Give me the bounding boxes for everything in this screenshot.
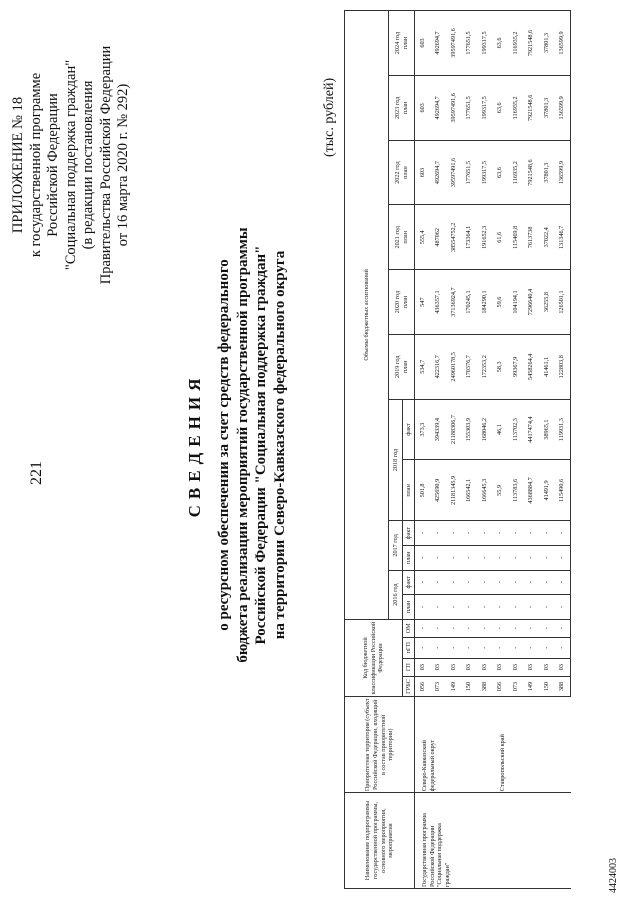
plan-label: план xyxy=(401,231,409,244)
program-name-line: "Социальная поддержка xyxy=(436,823,444,887)
cell-value: - xyxy=(508,595,524,620)
plan-label: план xyxy=(401,295,409,309)
document-subtitle xyxy=(215,135,289,755)
cell-value: 373,3 xyxy=(415,399,431,460)
cell-value: 7613738 xyxy=(524,205,540,270)
cell-value: 199317,5 xyxy=(477,11,493,76)
appendix-line: "Социальная поддержка граждан" xyxy=(62,59,79,271)
header-plan: план xyxy=(403,595,415,620)
cell-value: 425690,9 xyxy=(431,460,447,521)
cell-value: 492694,7 xyxy=(431,140,447,205)
cell-value: - xyxy=(462,521,478,546)
table-row xyxy=(415,11,431,889)
cell-value: 492694,7 xyxy=(431,75,447,140)
cell-value: 99367,9 xyxy=(508,334,524,399)
cell-value: 170376,7 xyxy=(462,334,478,399)
cell-value: 61,6 xyxy=(493,205,509,270)
cell-value: - xyxy=(431,570,447,595)
cell-gp: 03 xyxy=(477,658,493,676)
cell-value: - xyxy=(524,570,540,595)
cell-value: 7921548,6 xyxy=(524,11,540,76)
header-year-2020 xyxy=(389,270,415,335)
cell-value: - xyxy=(524,595,540,620)
year-label: 2021 год xyxy=(393,226,401,249)
cell-om: - xyxy=(524,619,540,637)
appendix-line: ПРИЛОЖЕНИЕ № 18 xyxy=(10,96,26,234)
cell-gp: 03 xyxy=(493,658,509,676)
header-year-2024 xyxy=(389,11,415,76)
cell-value: 603 xyxy=(415,75,431,140)
cell-value: 534,7 xyxy=(415,334,431,399)
cell-pgp: - xyxy=(524,637,540,658)
subtitle-line: бюджета реализации мероприятий государственной программы xyxy=(234,227,251,663)
territory-district xyxy=(415,697,493,793)
cell-value: 126501,1 xyxy=(555,270,571,335)
cell-gp: 03 xyxy=(431,658,447,676)
cell-value: 136599,9 xyxy=(555,140,571,205)
cell-value: 155303,9 xyxy=(462,399,478,460)
header-gp: ГП xyxy=(403,658,415,676)
cell-value: 59,6 xyxy=(493,270,509,335)
cell-value: 394339,4 xyxy=(431,399,447,460)
cell-value: - xyxy=(477,545,493,570)
appendix-line: (в редакции постановления xyxy=(80,80,96,250)
cell-pgp: - xyxy=(446,637,462,658)
cell-value: 4368884,7 xyxy=(524,460,540,521)
cell-om: - xyxy=(431,619,447,637)
appendix-header xyxy=(10,25,133,305)
cell-value: - xyxy=(555,595,571,620)
cell-value: 113702,3 xyxy=(508,399,524,460)
year-label: 2024 год xyxy=(393,31,401,55)
cell-pgp: - xyxy=(462,637,478,658)
cell-value: 170245,1 xyxy=(462,270,478,335)
header-volumes: Объемы бюджетных ассигнований xyxy=(345,11,389,620)
cell-value: 24960178,5 xyxy=(446,334,462,399)
program-name-line: Российской Федерации xyxy=(428,825,436,887)
territory-line: Северо-Кавказский xyxy=(421,740,428,792)
cell-value: 436357,1 xyxy=(431,270,447,335)
cell-value: 38965,1 xyxy=(539,399,555,460)
cell-value: 168046,2 xyxy=(477,399,493,460)
document-title: СВЕДЕНИЯ xyxy=(185,372,204,518)
resource-table xyxy=(344,10,571,889)
cell-value: 113783,6 xyxy=(508,460,524,521)
plan-label: план xyxy=(401,101,409,115)
cell-value: 492694,7 xyxy=(431,11,447,76)
cell-value: - xyxy=(415,570,431,595)
header-fact: факт xyxy=(403,399,415,460)
cell-value: 166645,3 xyxy=(477,460,493,521)
cell-value: 63,6 xyxy=(493,75,509,140)
subtitle-line: о ресурсном обеспечении за счет средств федерального xyxy=(216,259,232,631)
cell-value: 4417474,4 xyxy=(524,399,540,460)
cell-value: - xyxy=(431,595,447,620)
cell-om: - xyxy=(477,619,493,637)
cell-value: 21181345,9 xyxy=(446,460,462,521)
cell-value: - xyxy=(539,570,555,595)
header-year-2017: 2017 год xyxy=(389,521,403,570)
cell-om: - xyxy=(493,619,509,637)
cell-value: 131346,7 xyxy=(555,205,571,270)
cell-value: - xyxy=(477,595,493,620)
cell-value: - xyxy=(431,521,447,546)
year-label: 2020 год xyxy=(393,290,401,314)
year-label: 2019 год xyxy=(393,355,401,378)
cell-value: 21188306,7 xyxy=(446,399,462,460)
header-name: Наименование подпрограммы государственной программы, основного мероприятия, мероприятия xyxy=(345,793,415,889)
page-number: 221 xyxy=(28,461,45,485)
cell-pgp: - xyxy=(431,637,447,658)
territory-line: федеральный округ xyxy=(428,739,436,792)
cell-value: - xyxy=(539,545,555,570)
cell-value: 58,3 xyxy=(493,334,509,399)
cell-value: 7921548,6 xyxy=(524,75,540,140)
cell-gp: 03 xyxy=(462,658,478,676)
cell-value: 5458264,4 xyxy=(524,334,540,399)
cell-value: 37136924,7 xyxy=(446,270,462,335)
year-label: 2022 год xyxy=(393,161,401,184)
cell-value: - xyxy=(415,521,431,546)
plan-label: план xyxy=(401,166,409,179)
cell-value: - xyxy=(539,521,555,546)
cell-value: 39597491,6 xyxy=(446,75,462,140)
cell-value: 41461,1 xyxy=(539,334,555,399)
cell-value: - xyxy=(508,545,524,570)
cell-value: - xyxy=(462,545,478,570)
cell-value: - xyxy=(555,521,571,546)
cell-pgp: - xyxy=(493,637,509,658)
cell-value: 39597491,6 xyxy=(446,11,462,76)
cell-value: 184290,1 xyxy=(477,270,493,335)
cell-value: 422316,7 xyxy=(431,334,447,399)
cell-value: 199317,5 xyxy=(477,75,493,140)
header-territory: Приоритетная территория (субъект Российской Федерации, входящий в состав приоритетной территории) xyxy=(345,697,415,793)
cell-pgp: - xyxy=(477,637,493,658)
cell-value: - xyxy=(415,595,431,620)
cell-value: 603 xyxy=(415,140,431,205)
cell-grbs: 388 xyxy=(555,676,571,697)
cell-value: 177651,5 xyxy=(462,11,478,76)
cell-value: 63,6 xyxy=(493,11,509,76)
cell-value: 119931,3 xyxy=(555,399,571,460)
plan-label: план xyxy=(401,36,409,50)
cell-grbs: 388 xyxy=(477,676,493,697)
header-year-2021 xyxy=(389,205,415,270)
cell-value: 37022,4 xyxy=(539,205,555,270)
cell-value: 501,8 xyxy=(415,460,431,521)
cell-value: 136599,9 xyxy=(555,75,571,140)
cell-gp: 03 xyxy=(539,658,555,676)
header-plan: план xyxy=(403,545,415,570)
cell-value: 172353,2 xyxy=(477,334,493,399)
cell-om: - xyxy=(462,619,478,637)
cell-value: 39597491,6 xyxy=(446,140,462,205)
cell-value: 177651,5 xyxy=(462,140,478,205)
cell-value: 55,9 xyxy=(493,460,509,521)
cell-gp: 03 xyxy=(508,658,524,676)
cell-value: - xyxy=(462,595,478,620)
cell-om: - xyxy=(555,619,571,637)
appendix-line: от 16 марта 2020 г. № 292) xyxy=(115,83,131,247)
cell-value: - xyxy=(446,521,462,546)
cell-gp: 03 xyxy=(415,658,431,676)
header-year-2016: 2016 год xyxy=(389,570,403,619)
cell-value: 199317,5 xyxy=(477,140,493,205)
cell-value: - xyxy=(493,545,509,570)
cell-value: 173364,1 xyxy=(462,205,478,270)
cell-value: - xyxy=(446,595,462,620)
cell-pgp: - xyxy=(555,637,571,658)
cell-grbs: 073 xyxy=(431,676,447,697)
cell-value: - xyxy=(539,595,555,620)
header-grbs: ГРБС xyxy=(403,676,415,697)
appendix-line: Правительства Российской Федерации xyxy=(97,45,114,285)
header-year-2019 xyxy=(389,334,415,399)
cell-value: 116935,2 xyxy=(508,140,524,205)
document-id: 4424003 xyxy=(608,858,619,893)
cell-value: - xyxy=(493,570,509,595)
cell-value: - xyxy=(462,570,478,595)
cell-value: - xyxy=(446,545,462,570)
header-om: ОМ xyxy=(403,619,415,637)
cell-grbs: 150 xyxy=(462,676,478,697)
cell-value: - xyxy=(446,570,462,595)
header-year-2023 xyxy=(389,75,415,140)
cell-pgp: - xyxy=(508,637,524,658)
units-label: (тыс. рублей) xyxy=(322,77,337,157)
cell-value: 38554752,2 xyxy=(446,205,462,270)
cell-om: - xyxy=(539,619,555,637)
cell-value: 136599,9 xyxy=(555,11,571,76)
cell-value: - xyxy=(477,570,493,595)
program-name-line: Государственная программа xyxy=(421,813,428,887)
cell-value: 115469,8 xyxy=(508,205,524,270)
cell-value: - xyxy=(493,595,509,620)
cell-value: 116935,2 xyxy=(508,75,524,140)
cell-value: - xyxy=(493,521,509,546)
cell-value: 177651,5 xyxy=(462,75,478,140)
cell-value: - xyxy=(508,570,524,595)
cell-value: 555,4 xyxy=(415,205,431,270)
appendix-line: Российской Федерации xyxy=(45,93,61,237)
header-pgp: пГП xyxy=(403,637,415,658)
plan-label: план xyxy=(401,360,409,374)
cell-value: - xyxy=(415,545,431,570)
cell-value: 547 xyxy=(415,270,431,335)
cell-value: - xyxy=(431,545,447,570)
subtitle-line: на территории Северо-Кавказского федерального округа xyxy=(271,250,288,640)
cell-value: - xyxy=(524,521,540,546)
program-name xyxy=(415,793,571,889)
cell-grbs: 149 xyxy=(524,676,540,697)
cell-value: 116935,2 xyxy=(508,11,524,76)
cell-pgp: - xyxy=(539,637,555,658)
cell-value: 37801,3 xyxy=(539,11,555,76)
header-budget-code: Код бюджетной классификации Российской Федерации xyxy=(345,619,403,697)
cell-value: 37801,3 xyxy=(539,75,555,140)
header-plan: план xyxy=(403,460,415,521)
subtitle-line: Российской Федерации "Социальная поддержка граждан" xyxy=(253,245,269,645)
cell-value: 122803,8 xyxy=(555,334,571,399)
year-label: 2023 год xyxy=(393,96,401,120)
cell-pgp: - xyxy=(415,637,431,658)
cell-value: 487062 xyxy=(431,205,447,270)
header-fact: факт xyxy=(403,570,415,595)
cell-gp: 03 xyxy=(524,658,540,676)
header-year-2018: 2018 год xyxy=(389,399,403,521)
cell-om: - xyxy=(415,619,431,637)
appendix-line: к государственной программе xyxy=(27,72,44,258)
cell-value: 63,6 xyxy=(493,140,509,205)
cell-gp: 03 xyxy=(446,658,462,676)
cell-value: 46,1 xyxy=(493,399,509,460)
cell-grbs: 149 xyxy=(446,676,462,697)
cell-grbs: 150 xyxy=(539,676,555,697)
program-name-line: граждан" xyxy=(443,862,451,887)
header-fact: факт xyxy=(403,521,415,546)
cell-value: 191652,3 xyxy=(477,205,493,270)
cell-value: 115490,6 xyxy=(555,460,571,521)
cell-value: 603 xyxy=(415,11,431,76)
cell-grbs: 056 xyxy=(415,676,431,697)
cell-value: 36255,8 xyxy=(539,270,555,335)
cell-value: 166542,1 xyxy=(462,460,478,521)
cell-value: 104194,1 xyxy=(508,270,524,335)
cell-value: - xyxy=(555,570,571,595)
cell-value: 7921548,6 xyxy=(524,140,540,205)
cell-value: - xyxy=(524,545,540,570)
cell-value: - xyxy=(555,545,571,570)
cell-om: - xyxy=(446,619,462,637)
cell-value: 7296640,4 xyxy=(524,270,540,335)
cell-grbs: 073 xyxy=(508,676,524,697)
cell-value: - xyxy=(477,521,493,546)
cell-om: - xyxy=(508,619,524,637)
cell-gp: 03 xyxy=(555,658,571,676)
header-year-2022 xyxy=(389,140,415,205)
cell-value: 41491,9 xyxy=(539,460,555,521)
cell-value: - xyxy=(508,521,524,546)
territory-region: Ставропольский край xyxy=(493,697,571,793)
cell-grbs: 056 xyxy=(493,676,509,697)
cell-value: 37801,3 xyxy=(539,140,555,205)
table-row xyxy=(493,11,509,889)
